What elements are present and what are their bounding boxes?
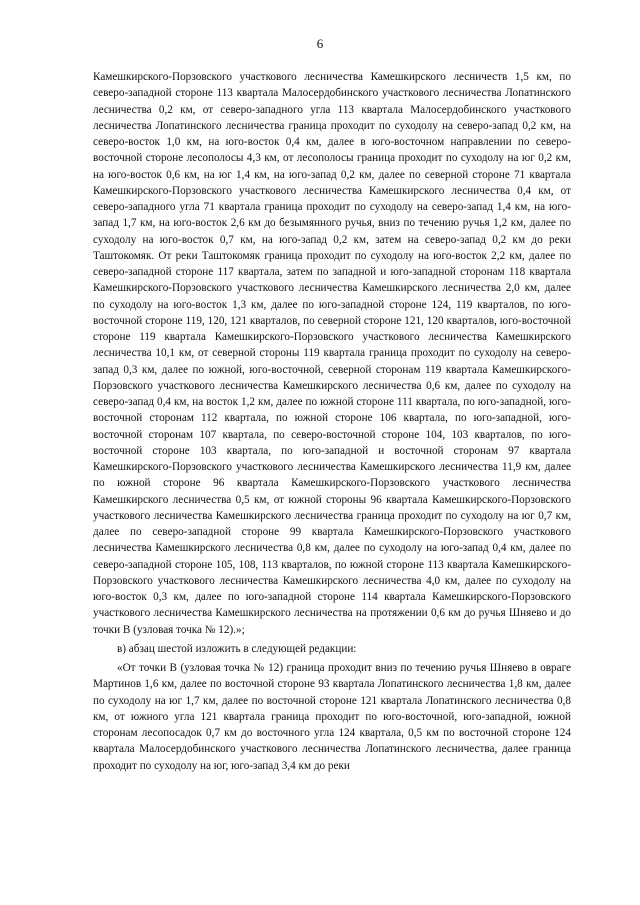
- page-number: 6: [316, 36, 324, 51]
- paragraph-amendment-text: «От точки В (узловая точка № 12) граница проходит вниз по течению ручья Шняево в овраге Мартинов 1,6 км, далее по восточной стороне 93 квартала Лопатинского лесничества 1,8 км, далее по суходолу на юг 1,7 км, далее по восточной стороне 121 квартала Лопатинского лесничества 0,8 км, от южного угла 121 квартала граница проходит по юго-восточной, юго-западной, южной сторонам лесопосадок 0,7 км до восточного угла 124 квартала, 0,5 км по восточной стороне 124 квартала Малосердобинского участкового лесничества Лопатинского лесничества, далее граница проходит по суходолу на юг, юго-запад 3,4 км до реки: [93, 662, 571, 772]
- document-body: [93, 69, 571, 774]
- paragraph-continued: Камешкирского-Порзовского участкового лесничества Камешкирского лесничеств 1,5 км, по северо-западной стороне 113 квартала Малосердобинского участкового лесничества Лопатинского лесничества 0,2 км, от северо-западного угла 113 квартала Малосердобинского участкового лесничества Лопатинского лесничества граница проходит по суходолу на северо-запад 0,2 км, на северо-восток 1,0 км, на юго-восток 0,4 км, далее в юго-восточном направлении по северо-восточной стороне лесополосы 4,3 км, от лесополосы граница проходит по суходолу на юг 0,2 км, на юго-восток 0,6 км, на юг 1,4 км, на юго-запад 0,2 км, далее по северной стороне 71 квартала Камешкирского-Порзовского участкового лесничества Камешкирского лесничества 0,4 км, от северо-западного угла 71 квартала граница проходит по суходолу на северо-запад 1,4 км, на юго-запад 1,7 км, на юго-восток 2,6 км до безымянного ручья, вниз по течению ручья 1,2 км, далее по суходолу на юго-восток 0,7 км, на юго-запад 0,2 км, затем на северо-запад 0,2 км до реки Таштокомяк. От реки Таштокомяк граница проходит по суходолу на юго-восток 2,2 км, далее по северо-западной стороне 117 квартала, затем по западной и юго-западной сторонам 118 квартала Камешкирского-Порзовского участкового лесничества Камешкирского лесничества 2,0 км, далее по суходолу на юго-восток 1,3 км, далее по юго-западной стороне 124, 119 кварталов, по юго-восточной стороне 119, 120, 121 кварталов, по северной стороне 121, 120 кварталов, юго-восточной стороне 119 квартала Камешкирского-Порзовского участкового лесничества Камешкирского лесничества 10,1 км, от северной стороны 119 квартала граница проходит по суходолу на северо-запад 0,3 км, далее по южной, юго-восточной, северной сторонам 119 квартала Камешкирского-Порзовского участкового лесничества Камешкирского лесничества 0,6 км, далее по суходолу на северо-запад 0,4 км, на восток 1,2 км, далее по южной стороне 111 квартала, по юго-западной, юго-восточной сторонам 112 квартала, по южной стороне 106 квартала, по юго-западной, юго-восточной сторонам 107 квартала, по северо-восточной стороне 104, 103 кварталов, по юго-восточной стороне 103 квартала, по юго-западной и восточной сторонам 97 квартала Камешкирского-Порзовского участкового лесничества Камешкирского лесничества 11,9 км, далее по южной стороне 96 квартала Камешкирского-Порзовского участкового лесничества Камешкирского лесничества 0,5 км, от южной стороны 96 квартала Камешкирского-Порзовского участкового лесничества Камешкирского лесничества граница проходит по суходолу на юг 0,7 км, далее по северо-западной стороне 99 квартала Камешкирского-Порзовского участкового лесничества Камешкирского лесничества 0,8 км, далее по суходолу на юго-запад 0,4 км, далее по северо-западной стороне 105, 108, 113 кварталов, по южной стороне 113 квартала Камешкирского-Порзовского участкового лесничества Камешкирского лесничества 4,0 км, далее по суходолу на юго-восток 0,3 км, далее по юго-западной стороне 114 квартала Камешкирского-Порзовского участкового лесничества Камешкирского лесничества на протяжении 0,6 км до ручья Шняево и до точки В (узловая точка № 12).»;: [93, 71, 571, 636]
- paragraph-amendment-heading: в) абзац шестой изложить в следующей редакции:: [117, 642, 357, 655]
